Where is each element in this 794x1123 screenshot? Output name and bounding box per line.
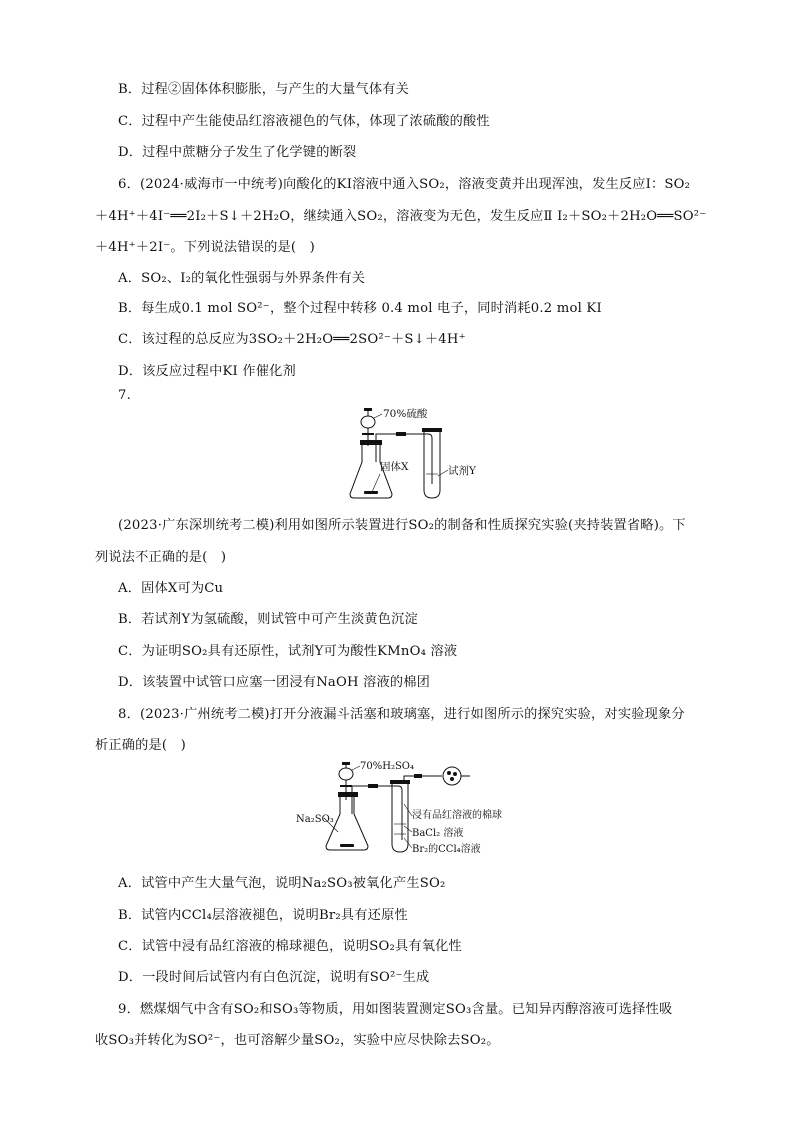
question-6-stem-2: ＋4H⁺＋4I⁻══2I₂＋S↓＋2H₂O，继续通入SO₂，溶液变为无色，发生反应Ⅱ I₂＋SO₂＋2H₂O══SO²⁻ [95,209,707,224]
question-6-option-d: D．该反应过程中KI 作催化剂 [118,364,296,379]
question-6-stem-3: ＋4H⁺＋2I⁻。下列说法错误的是( ) [95,240,315,255]
option-d-sugar: D．过程中蔗糖分子发生了化学键的断裂 [118,145,357,160]
question-8-option-b: B．试管内CCl₄层溶液褪色，说明Br₂具有还原性 [118,908,408,923]
question-7-number: 7. [118,388,131,403]
reagent-label: 试剂Y [448,465,476,477]
question-7-stem-1: (2023·广东深圳统考二模)利用如图所示装置进行SO₂的制备和性质探究实验(夹持装置省略)。下 [118,518,686,533]
acid-label: 70%硫酸 [383,408,428,420]
figure-na2so3-apparatus [292,760,552,860]
question-6-option-a: A．SO₂、I₂的氧化性强弱与外界条件有关 [118,271,366,286]
question-7-option-a: A．固体X可为Cu [118,581,224,596]
acid-label: 70%H₂SO₄ [360,761,415,772]
question-9-stem-2: 收SO₃并转化为SO²⁻，也可溶解少量SO₂，实验中应尽快除去SO₂。 [95,1033,500,1048]
question-6-option-b: B．每生成0.1 mol SO²⁻，整个过程中转移 0.4 mol 电子，同时消耗0.2 mol KI [118,301,602,316]
salt-label: Na₂SO₃ [296,814,334,825]
question-7-option-d: D．该装置中试管口应塞一团浸有NaOH 溶液的棉团 [118,675,431,690]
question-8-option-a: A．试管中产生大量气泡，说明Na₂SO₃被氧化产生SO₂ [118,876,446,891]
question-8-option-d: D．一段时间后试管内有白色沉淀，说明有SO²⁻生成 [118,970,430,985]
question-7-option-c: C．为证明SO₂具有还原性，试剂Y可为酸性KMnO₄ 溶液 [118,644,458,659]
question-6-stem-1: 6．(2024·威海市一中统考)向酸化的KI溶液中通入SO₂，溶液变黄并出现浑浊，发生反应Ⅰ：SO₂ [118,177,691,192]
cotton-ball [443,767,461,785]
question-7-stem-2: 列说法不正确的是( ) [95,550,227,565]
solid-x [364,491,378,494]
question-8-stem-1: 8．(2023·广州统考二模)打开分液漏斗活塞和玻璃塞，进行如图所示的探究实验，对实验现象分 [118,707,685,722]
br2-label: Br₂的CCl₄溶液 [412,844,481,855]
question-8-option-c: C．试管中浸有品红溶液的棉球褪色，说明SO₂具有氧化性 [118,939,462,954]
question-8-stem-2: 析正确的是( ) [95,738,187,753]
funnel-bulb [361,416,375,428]
question-7-option-b: B．若试剂Y为氢硫酸，则试管中可产生淡黄色沉淀 [118,612,418,627]
question-6-option-c: C．该过程的总反应为3SO₂＋2H₂O══2SO²⁻＋S↓＋4H⁺ [118,332,466,347]
solid-label: 固体X [380,461,409,473]
bacl2-label: BaCl₂ 溶液 [412,828,464,839]
cotton-label: 浸有品红溶液的棉球 [412,810,502,821]
option-c-sugar: C．过程中产生能使品红溶液褪色的气体，体现了浓硫酸的酸性 [118,114,490,129]
question-9-stem-1: 9．燃煤烟气中含有SO₂和SO₃等物质，用如图装置测定SO₃含量。已知异丙醇溶液可选择性吸 [118,1002,673,1017]
figure-so2-apparatus [340,404,490,504]
option-b-sugar: B．过程②固体体积膨胀，与产生的大量气体有关 [118,82,410,97]
